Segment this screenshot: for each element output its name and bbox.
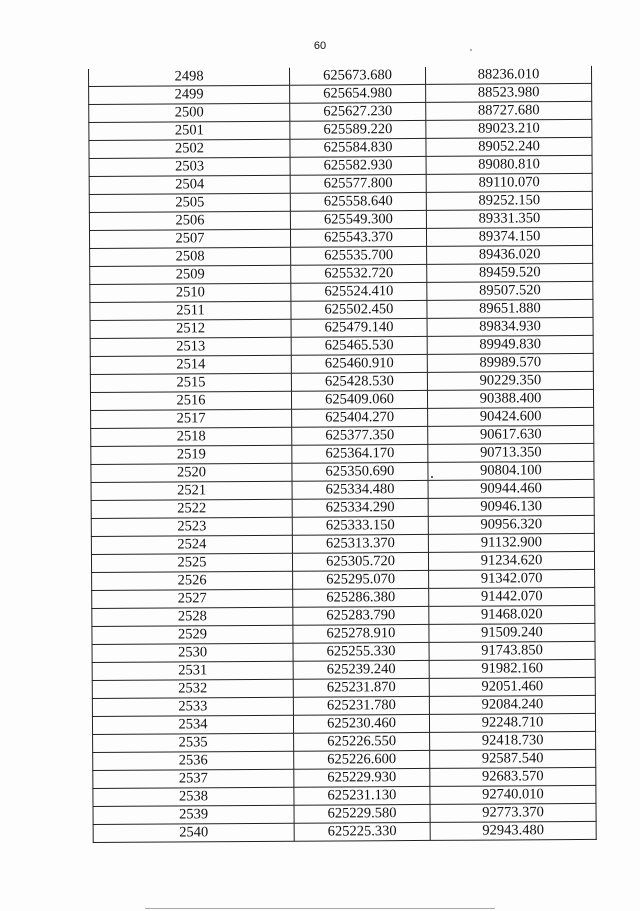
y-coordinate-cell: 91743.850 — [429, 641, 595, 660]
table-row — [90, 371, 593, 392]
table-row — [93, 803, 596, 824]
table-row — [90, 335, 593, 356]
table-row — [92, 587, 595, 608]
point-number-cell: 2512 — [90, 319, 291, 338]
point-number-cell: 2509 — [90, 265, 291, 284]
table-row — [91, 407, 594, 428]
point-number-cell: 2526 — [92, 571, 293, 590]
table-row — [92, 659, 595, 680]
y-coordinate-cell: 91442.070 — [429, 587, 595, 606]
point-number-cell: 2505 — [89, 193, 290, 212]
x-coordinate-cell: 625278.910 — [293, 624, 429, 643]
y-coordinate-cell: 88236.010 — [425, 66, 591, 85]
x-coordinate-cell: 625255.330 — [293, 642, 429, 661]
y-coordinate-cell: 90229.350 — [427, 371, 593, 390]
page-number: 60 — [313, 40, 327, 52]
table-row — [90, 389, 593, 410]
x-coordinate-cell: 625350.690 — [292, 462, 428, 481]
y-coordinate-cell: 89459.520 — [427, 263, 593, 282]
y-coordinate-cell: 89436.020 — [427, 245, 593, 264]
x-coordinate-cell: 625225.330 — [294, 822, 430, 841]
y-coordinate-cell: 91342.070 — [429, 569, 595, 588]
x-coordinate-cell: 625673.680 — [289, 67, 425, 85]
point-number-cell: 2504 — [89, 175, 290, 194]
table-row — [91, 533, 594, 554]
x-coordinate-cell: 625404.270 — [292, 408, 428, 427]
x-coordinate-cell: 625549.300 — [290, 210, 426, 229]
table-row — [92, 713, 595, 734]
table-row — [91, 551, 594, 572]
x-coordinate-cell: 625334.290 — [292, 498, 428, 517]
table-row — [90, 263, 593, 284]
point-number-cell: 2522 — [91, 499, 292, 518]
y-coordinate-cell: 92418.730 — [430, 731, 596, 750]
x-coordinate-cell: 625229.930 — [294, 768, 430, 787]
point-number-cell: 2508 — [90, 247, 291, 266]
table-row — [92, 677, 595, 698]
table-row — [91, 479, 594, 500]
x-coordinate-cell: 625334.480 — [292, 480, 428, 499]
y-coordinate-cell: 89949.830 — [427, 335, 593, 354]
point-number-cell: 2533 — [92, 697, 293, 716]
table-row — [93, 767, 596, 788]
point-number-cell: 2528 — [92, 607, 293, 626]
y-coordinate-cell: 90617.630 — [428, 425, 594, 444]
table-row — [92, 569, 595, 590]
y-coordinate-cell: 90956.320 — [428, 515, 594, 534]
point-number-cell: 2535 — [93, 733, 294, 752]
table-row — [93, 749, 596, 770]
y-coordinate-cell: 90388.400 — [427, 389, 593, 408]
point-number-cell: 2506 — [89, 211, 290, 230]
y-coordinate-cell: 91132.900 — [428, 533, 594, 552]
table-row — [89, 119, 592, 140]
x-coordinate-cell: 625409.060 — [291, 390, 427, 409]
point-number-cell: 2523 — [91, 517, 292, 536]
x-coordinate-cell: 625226.600 — [294, 750, 430, 769]
point-number-cell: 2500 — [89, 103, 290, 122]
x-coordinate-cell: 625333.150 — [292, 516, 428, 535]
point-number-cell: 2530 — [92, 643, 293, 662]
x-coordinate-cell: 625582.930 — [290, 156, 426, 175]
point-number-cell: 2529 — [92, 625, 293, 644]
table-row — [90, 245, 593, 266]
y-coordinate-cell: 89252.150 — [426, 191, 592, 210]
x-coordinate-cell: 625364.170 — [292, 444, 428, 463]
scan-speck — [431, 476, 433, 478]
point-number-cell: 2501 — [89, 121, 290, 140]
y-coordinate-cell: 89080.810 — [426, 155, 592, 174]
x-coordinate-cell: 625532.720 — [291, 264, 427, 283]
y-coordinate-cell: 89834.930 — [427, 317, 593, 336]
x-coordinate-cell: 625231.130 — [294, 786, 430, 805]
x-coordinate-cell: 625286.380 — [293, 588, 429, 607]
x-coordinate-cell: 625627.230 — [290, 102, 426, 121]
point-number-cell: 2521 — [91, 481, 292, 500]
point-number-cell: 2540 — [93, 823, 294, 842]
point-number-cell: 2539 — [93, 805, 294, 824]
coordinate-table — [88, 66, 597, 843]
y-coordinate-cell: 88523.980 — [426, 83, 592, 102]
table-row — [89, 191, 592, 212]
x-coordinate-cell: 625577.800 — [290, 174, 426, 193]
y-coordinate-cell: 90424.600 — [428, 407, 594, 426]
point-number-cell: 2537 — [93, 769, 294, 788]
y-coordinate-cell: 92084.240 — [429, 695, 595, 714]
table-row — [92, 641, 595, 662]
point-number-cell: 2503 — [89, 157, 290, 176]
coordinate-table-body — [88, 66, 596, 843]
point-number-cell: 2502 — [89, 139, 290, 158]
scan-speck — [470, 49, 472, 51]
x-coordinate-cell: 625305.720 — [292, 552, 428, 571]
point-number-cell: 2507 — [89, 229, 290, 248]
x-coordinate-cell: 625229.580 — [294, 804, 430, 823]
point-number-cell: 2515 — [90, 373, 291, 392]
table-row — [89, 227, 592, 248]
point-number-cell: 2498 — [88, 68, 289, 87]
table-row — [90, 281, 593, 302]
point-number-cell: 2525 — [91, 553, 292, 572]
point-number-cell: 2518 — [91, 427, 292, 446]
x-coordinate-cell: 625465.530 — [291, 336, 427, 355]
table-row — [92, 695, 595, 716]
y-coordinate-cell: 91234.620 — [428, 551, 594, 570]
table-row — [90, 299, 593, 320]
point-number-cell: 2531 — [92, 661, 293, 680]
y-coordinate-cell: 90944.460 — [428, 479, 594, 498]
point-number-cell: 2514 — [90, 355, 291, 374]
point-number-cell: 2513 — [90, 337, 291, 356]
table-row — [92, 623, 595, 644]
y-coordinate-cell: 92248.710 — [429, 713, 595, 732]
point-number-cell: 2510 — [90, 283, 291, 302]
point-number-cell: 2527 — [92, 589, 293, 608]
y-coordinate-cell: 92943.480 — [430, 821, 596, 840]
point-number-cell: 2511 — [90, 301, 291, 320]
table-row — [91, 497, 594, 518]
y-coordinate-cell: 89507.520 — [427, 281, 593, 300]
y-coordinate-cell: 88727.680 — [426, 101, 592, 120]
table-row — [90, 353, 593, 374]
table-row — [91, 443, 594, 464]
y-coordinate-cell: 90713.350 — [428, 443, 594, 462]
y-coordinate-cell: 91982.160 — [429, 659, 595, 678]
table-row — [89, 155, 592, 176]
x-coordinate-cell: 625502.450 — [291, 300, 427, 319]
y-coordinate-cell: 92051.460 — [429, 677, 595, 696]
x-coordinate-cell: 625377.350 — [292, 426, 428, 445]
table-row — [91, 425, 594, 446]
y-coordinate-cell: 89331.350 — [426, 209, 592, 228]
table-row — [93, 821, 596, 842]
x-coordinate-cell: 625313.370 — [292, 534, 428, 553]
x-coordinate-cell: 625558.640 — [290, 192, 426, 211]
y-coordinate-cell: 91468.020 — [429, 605, 595, 624]
y-coordinate-cell: 92773.370 — [430, 803, 596, 822]
x-coordinate-cell: 625479.140 — [291, 318, 427, 337]
point-number-cell: 2534 — [92, 715, 293, 734]
table-row — [89, 173, 592, 194]
y-coordinate-cell: 89374.150 — [426, 227, 592, 246]
x-coordinate-cell: 625239.240 — [293, 660, 429, 679]
table-row — [91, 515, 594, 536]
x-coordinate-cell: 625226.550 — [294, 732, 430, 751]
point-number-cell: 2536 — [93, 751, 294, 770]
y-coordinate-cell: 90946.130 — [428, 497, 594, 516]
table-row — [89, 209, 592, 230]
x-coordinate-cell: 625231.780 — [293, 696, 429, 715]
x-coordinate-cell: 625295.070 — [293, 570, 429, 589]
table-row — [89, 137, 592, 158]
y-coordinate-cell: 89023.210 — [426, 119, 592, 138]
x-coordinate-cell: 625654.980 — [290, 84, 426, 103]
x-coordinate-cell: 625584.830 — [290, 138, 426, 157]
x-coordinate-cell: 625230.460 — [293, 714, 429, 733]
table-row — [89, 101, 592, 122]
y-coordinate-cell: 89989.570 — [427, 353, 593, 372]
x-coordinate-cell: 625524.410 — [291, 282, 427, 301]
point-number-cell: 2517 — [91, 409, 292, 428]
scan-edge-mark — [145, 908, 495, 909]
point-number-cell: 2524 — [91, 535, 292, 554]
table-row — [92, 605, 595, 626]
table-row — [93, 785, 596, 806]
point-number-cell: 2519 — [91, 445, 292, 464]
x-coordinate-cell: 625535.700 — [291, 246, 427, 265]
y-coordinate-cell: 90804.100 — [428, 461, 594, 480]
x-coordinate-cell: 625460.910 — [291, 354, 427, 373]
table-row — [91, 461, 594, 482]
table-row — [90, 317, 593, 338]
point-number-cell: 2516 — [90, 391, 291, 410]
y-coordinate-cell: 89110.070 — [426, 173, 592, 192]
y-coordinate-cell: 89052.240 — [426, 137, 592, 156]
point-number-cell: 2520 — [91, 463, 292, 482]
x-coordinate-cell: 625283.790 — [293, 606, 429, 625]
x-coordinate-cell: 625428.530 — [291, 372, 427, 391]
y-coordinate-cell: 91509.240 — [429, 623, 595, 642]
x-coordinate-cell: 625543.370 — [290, 228, 426, 247]
y-coordinate-cell: 89651.880 — [427, 299, 593, 318]
point-number-cell: 2532 — [92, 679, 293, 698]
point-number-cell: 2499 — [89, 85, 290, 104]
table-row — [93, 731, 596, 752]
x-coordinate-cell: 625231.870 — [293, 678, 429, 697]
table-row — [89, 83, 592, 104]
y-coordinate-cell: 92683.570 — [430, 767, 596, 786]
y-coordinate-cell: 92587.540 — [430, 749, 596, 768]
point-number-cell: 2538 — [93, 787, 294, 806]
y-coordinate-cell: 92740.010 — [430, 785, 596, 804]
x-coordinate-cell: 625589.220 — [290, 120, 426, 139]
